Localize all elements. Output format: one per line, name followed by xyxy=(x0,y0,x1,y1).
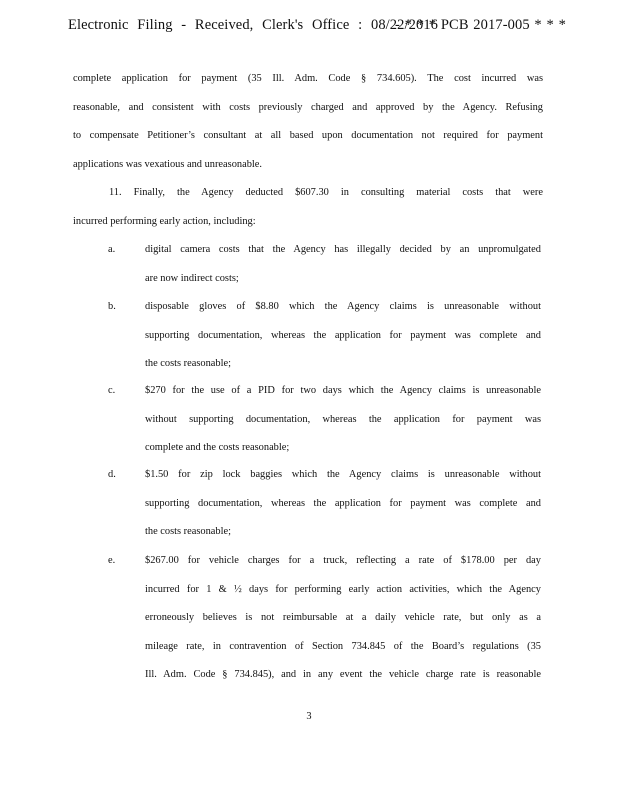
text-line: digital camera costs that the Agency has illegally decided by an unpromulgated xyxy=(145,244,541,255)
text-line: are now indirect costs; xyxy=(145,272,239,284)
list-item-letter: b. xyxy=(108,301,116,312)
text-line: $267.00 for vehicle charges for a truck, reflecting a rate of $178.00 per day xyxy=(145,555,541,566)
text-line: the costs reasonable; xyxy=(145,358,231,370)
text-line: reasonable, and consistent with costs previously charged and approved by the Agency. Refusing xyxy=(73,101,543,113)
text-line: incurred performing early action, including: xyxy=(73,215,256,227)
filing-header-right: - * * * PCB 2017-005 * * * xyxy=(395,17,566,33)
text-line: Ill. Adm. Code § 734.845), and in any event the vehicle charge rate is reasonable xyxy=(145,669,541,681)
text-line: $1.50 for zip lock baggies which the Agency claims is unreasonable without xyxy=(145,469,541,480)
text-line: complete and the costs reasonable; xyxy=(145,442,290,454)
text-line: without supporting documentation, whereas the application for payment was xyxy=(145,413,541,425)
text-line: the costs reasonable; xyxy=(145,526,231,538)
text-line: applications was vexatious and unreasonable. xyxy=(73,158,262,170)
text-line: complete application for payment (35 Ill. Adm. Code § 734.605). The cost incurred was xyxy=(73,73,543,84)
text-line: supporting documentation, whereas the application for payment was complete and xyxy=(145,497,541,509)
filing-header xyxy=(68,17,566,34)
text-line: to compensate Petitioner’s consultant at all based upon documentation not required for payment xyxy=(73,130,543,142)
paragraph-intro xyxy=(73,72,543,186)
list-item-letter: c. xyxy=(108,385,116,396)
text-line: mileage rate, in contravention of Section 734.845 of the Board’s regulations (35 xyxy=(145,640,541,652)
text-line: erroneously believes is not reimbursable at a daily vehicle rate, but only as a xyxy=(145,612,541,624)
text-line: 11. Finally, the Agency deducted $607.30 in consulting material costs that were xyxy=(109,187,543,198)
text-line: $270 for the use of a PID for two days which the Agency claims is unreasonable xyxy=(145,385,541,396)
list-item-letter: e. xyxy=(108,555,116,566)
text-line: incurred for 1 & ½ days for performing early action activities, which the Agency xyxy=(145,583,541,595)
list-item-letter: a. xyxy=(108,244,116,255)
text-line: disposable gloves of $8.80 which the Agency claims is unreasonable without xyxy=(145,301,541,312)
filing-header-left: Electronic Filing - Received, Clerk's Office : 08/22/2016 xyxy=(68,17,439,33)
list-item-letter: d. xyxy=(108,469,116,480)
page-number: 3 xyxy=(306,711,312,722)
paragraph-11 xyxy=(73,186,543,243)
text-line: supporting documentation, whereas the application for payment was complete and xyxy=(145,329,541,341)
